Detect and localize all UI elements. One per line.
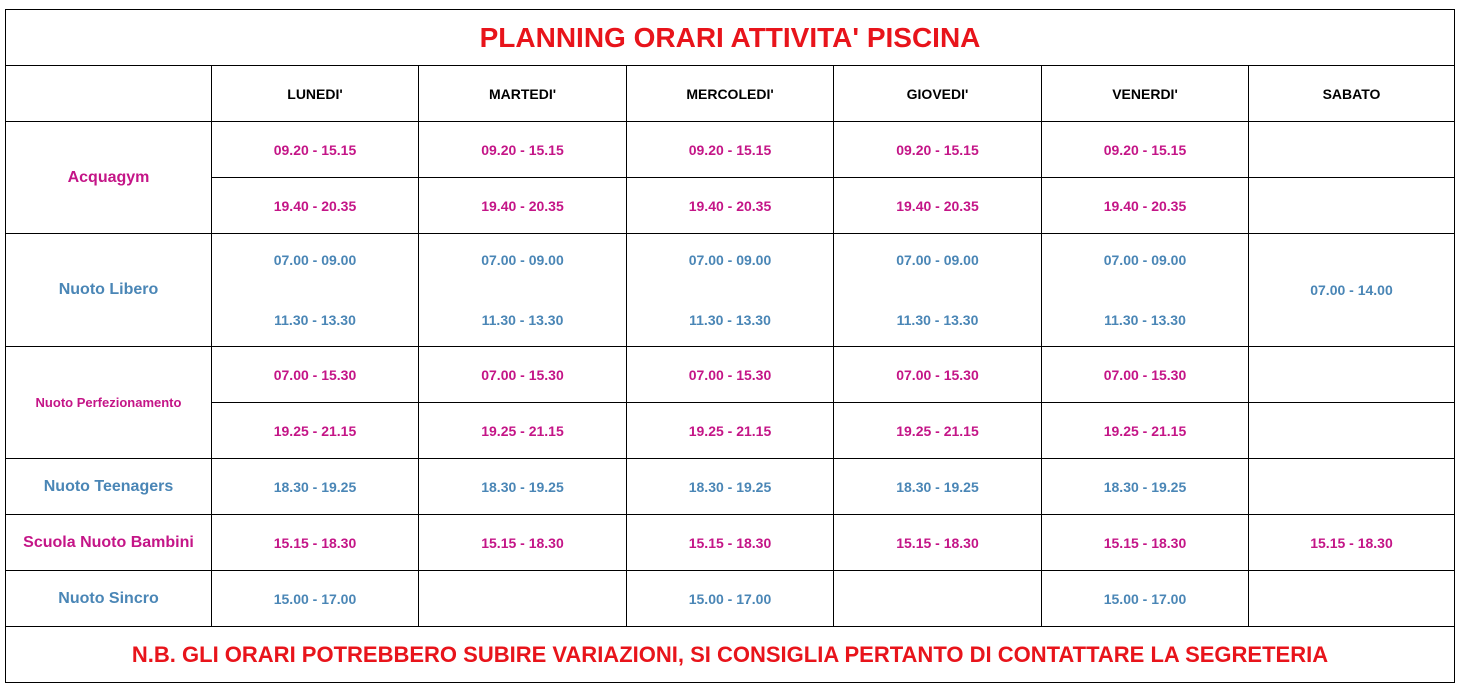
day-header-wednesday: MERCOLEDI' — [627, 66, 834, 122]
time-slot-midday: 11.30 - 13.30 — [274, 312, 356, 328]
time-cell — [834, 571, 1042, 627]
activity-label-nuoto-teenagers: Nuoto Teenagers — [6, 459, 212, 515]
time-cell: 15.15 - 18.30 — [1249, 515, 1455, 571]
time-cell: 07.00 - 15.30 — [627, 347, 834, 403]
time-cell — [212, 234, 419, 347]
time-cell: 15.15 - 18.30 — [627, 515, 834, 571]
time-cell: 19.25 - 21.15 — [627, 403, 834, 459]
time-slot-midday: 11.30 - 13.30 — [896, 312, 979, 328]
time-cell: 09.20 - 15.15 — [419, 122, 627, 178]
nuoto-perfezionamento-row-2 — [6, 403, 1455, 459]
time-cell: 09.20 - 15.15 — [212, 122, 419, 178]
time-slot-midday: 11.30 - 13.30 — [1104, 312, 1186, 328]
time-cell: 19.40 - 20.35 — [1042, 178, 1249, 234]
time-cell — [1249, 571, 1455, 627]
time-cell: 19.40 - 20.35 — [212, 178, 419, 234]
day-header-tuesday: MARTEDI' — [419, 66, 627, 122]
time-slot-morning: 07.00 - 09.00 — [896, 252, 979, 268]
acquagym-row-2 — [6, 178, 1455, 234]
time-slot-morning: 07.00 - 09.00 — [688, 252, 772, 268]
time-cell: 07.00 - 15.30 — [834, 347, 1042, 403]
time-cell: 15.00 - 17.00 — [212, 571, 419, 627]
time-cell — [627, 234, 834, 347]
nuoto-perfezionamento-row-1 — [6, 347, 1455, 403]
time-cell: 15.00 - 17.00 — [627, 571, 834, 627]
time-cell: 15.15 - 18.30 — [212, 515, 419, 571]
time-cell — [419, 571, 627, 627]
time-cell — [419, 234, 627, 347]
time-slot-morning: 07.00 - 09.00 — [481, 252, 564, 268]
time-cell: 19.25 - 21.15 — [834, 403, 1042, 459]
scuola-nuoto-bambini-row — [6, 515, 1455, 571]
time-cell: 19.25 - 21.15 — [419, 403, 627, 459]
time-cell: 07.00 - 15.30 — [419, 347, 627, 403]
activity-label-nuoto-perfezionamento: Nuoto Perfezionamento — [6, 347, 212, 459]
time-cell — [1249, 122, 1455, 178]
time-slot-midday: 11.30 - 13.30 — [689, 312, 771, 328]
time-cell — [1249, 347, 1455, 403]
time-cell: 19.40 - 20.35 — [627, 178, 834, 234]
time-cell: 18.30 - 19.25 — [212, 459, 419, 515]
nuoto-teenagers-row — [6, 459, 1455, 515]
time-slot-midday: 11.30 - 13.30 — [481, 312, 564, 328]
header-empty-cell — [6, 66, 212, 122]
time-cell — [834, 234, 1042, 347]
time-cell: 09.20 - 15.15 — [834, 122, 1042, 178]
time-cell — [1249, 459, 1455, 515]
nuoto-sincro-row — [6, 571, 1455, 627]
time-cell-saturday: 07.00 - 14.00 — [1249, 234, 1455, 347]
time-cell: 18.30 - 19.25 — [1042, 459, 1249, 515]
time-cell: 09.20 - 15.15 — [627, 122, 834, 178]
activity-label-nuoto-sincro: Nuoto Sincro — [6, 571, 212, 627]
time-cell: 07.00 - 15.30 — [1042, 347, 1249, 403]
time-cell — [1249, 178, 1455, 234]
time-cell: 15.15 - 18.30 — [1042, 515, 1249, 571]
day-header-thursday: GIOVEDI' — [834, 66, 1042, 122]
activity-label-acquagym: Acquagym — [6, 122, 212, 234]
acquagym-row-1 — [6, 122, 1455, 178]
time-cell: 19.40 - 20.35 — [419, 178, 627, 234]
schedule-title: PLANNING ORARI ATTIVITA' PISCINA — [6, 10, 1455, 66]
time-cell: 19.25 - 21.15 — [1042, 403, 1249, 459]
time-cell: 19.40 - 20.35 — [834, 178, 1042, 234]
time-slot-morning: 07.00 - 09.00 — [273, 252, 357, 268]
day-header-row — [6, 66, 1455, 122]
time-cell: 19.25 - 21.15 — [212, 403, 419, 459]
day-header-friday: VENERDI' — [1042, 66, 1249, 122]
activity-label-scuola-nuoto-bambini: Scuola Nuoto Bambini — [6, 515, 212, 571]
footer-note: N.B. GLI ORARI POTREBBERO SUBIRE VARIAZIONI, SI CONSIGLIA PERTANTO DI CONTATTARE LA SEGRETERIA — [6, 627, 1455, 683]
day-header-saturday: SABATO — [1249, 66, 1455, 122]
time-cell: 15.15 - 18.30 — [834, 515, 1042, 571]
time-cell: 15.15 - 18.30 — [419, 515, 627, 571]
day-header-monday: LUNEDI' — [212, 66, 419, 122]
time-cell — [1042, 234, 1249, 347]
activity-label-nuoto-libero: Nuoto Libero — [6, 234, 212, 347]
time-cell: 15.00 - 17.00 — [1042, 571, 1249, 627]
time-cell — [1249, 403, 1455, 459]
time-cell: 18.30 - 19.25 — [627, 459, 834, 515]
time-cell: 09.20 - 15.15 — [1042, 122, 1249, 178]
time-cell: 18.30 - 19.25 — [834, 459, 1042, 515]
time-cell: 18.30 - 19.25 — [419, 459, 627, 515]
time-slot-morning: 07.00 - 09.00 — [1103, 252, 1187, 268]
schedule-table — [5, 9, 1455, 683]
time-cell: 07.00 - 15.30 — [212, 347, 419, 403]
nuoto-libero-row — [6, 234, 1455, 347]
